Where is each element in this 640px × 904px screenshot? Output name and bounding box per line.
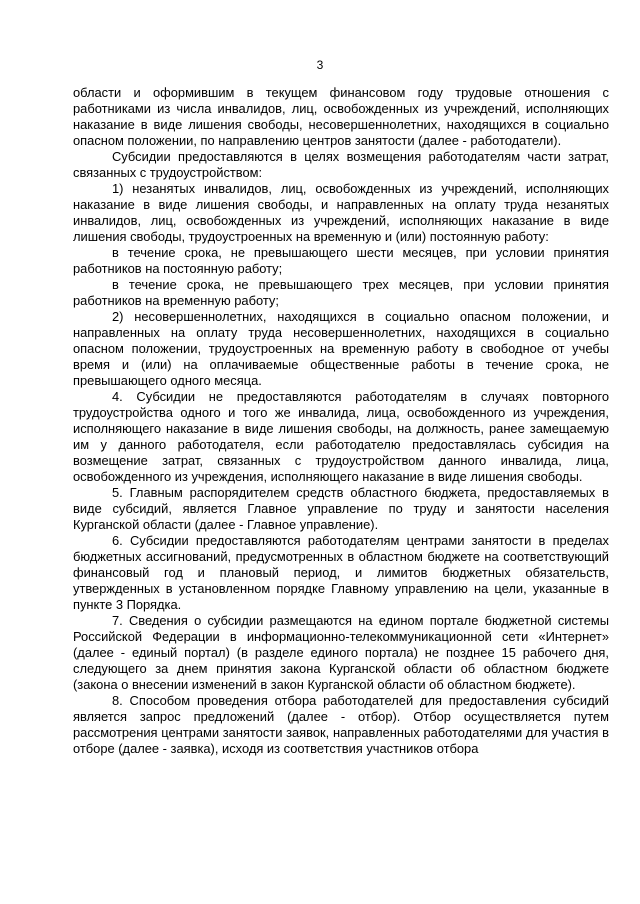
paragraph-clause-8: 8. Способом проведения отбора работодателей для предоставления субсидий является запрос предложений (далее - отбор). Отбор осуществляется путем рассмотрения центрами занятости заявок, направленных работодателями для участия в отборе (далее - заявка), исходя из соответствия участников отбора <box>73 693 609 756</box>
paragraph-subsidy-purpose: Субсидии предоставляются в целях возмещения работодателям части затрат, связанных с трудоустройством: <box>73 149 609 180</box>
paragraph-item-1: 1) незанятых инвалидов, лиц, освобожденных из учреждений, исполняющих наказание в виде лишения свободы, и направленных на оплату труда незанятых инвалидов, лиц, освобожденных из учреждений, исполняющих наказание в виде лишения свободы, трудоустроенных на временную и (или) постоянную работу: <box>73 181 609 244</box>
paragraph-six-months: в течение срока, не превышающего шести месяцев, при условии принятия работников на постоянную работу; <box>73 245 609 276</box>
paragraph-clause-5: 5. Главным распорядителем средств областного бюджета, предоставляемых в виде субсидий, является Главное управление по труду и занятости населения Курганской области (далее - Главное управление). <box>73 485 609 532</box>
page-number: 3 <box>316 58 324 72</box>
paragraph-clause-6: 6. Субсидии предоставляются работодателям центрами занятости в пределах бюджетных ассигнований, предусмотренных в областном бюджете на соответствующий финансовый год и плановый период, и лимитов бюджетных обязательств, утвержденных в установленном порядке Главному управлению на цели, указанные в пункте 3 Порядка. <box>73 533 609 612</box>
document-body <box>73 85 609 757</box>
paragraph-item-2: 2) несовершеннолетних, находящихся в социально опасном положении, и направленных на оплату труда несовершеннолетних, находящихся в социально опасном положении, трудоустроенных на временную работу в свободное от учебы время и (или) на оплачиваемые общественные работы в течение срока, не превышающего одного месяца. <box>73 309 609 388</box>
paragraph-three-months: в течение срока, не превышающего трех месяцев, при условии принятия работников на временную работу; <box>73 277 609 308</box>
paragraph-continuation: области и оформившим в текущем финансовом году трудовые отношения с работниками из числа инвалидов, лиц, освобожденных из учреждений, исполняющих наказание в виде лишения свободы, несовершеннолетних, находящихся в социально опасном положении, по направлению центров занятости (далее - работодатели). <box>73 85 609 148</box>
paragraph-clause-4: 4. Субсидии не предоставляются работодателям в случаях повторного трудоустройства одного и того же инвалида, лица, освобожденного из учреждения, исполняющего наказание в виде лишения свободы, на должность, ранее замещаемую им у данного работодателя, если работодателю предоставлялась субсидия на возмещение затрат, связанных с трудоустройством данного инвалида, лица, освобожденного из учреждения, исполняющего наказание в виде лишения свободы. <box>73 389 609 484</box>
paragraph-clause-7: 7. Сведения о субсидии размещаются на едином портале бюджетной системы Российской Федерации в информационно-телекоммуникационной сети «Интернет» (далее - единый портал) (в разделе единого портала) не позднее 15 рабочего дня, следующего за днем принятия закона Курганской области об областном бюджете (закона о внесении изменений в закон Курганской области об областном бюджете). <box>73 613 609 692</box>
